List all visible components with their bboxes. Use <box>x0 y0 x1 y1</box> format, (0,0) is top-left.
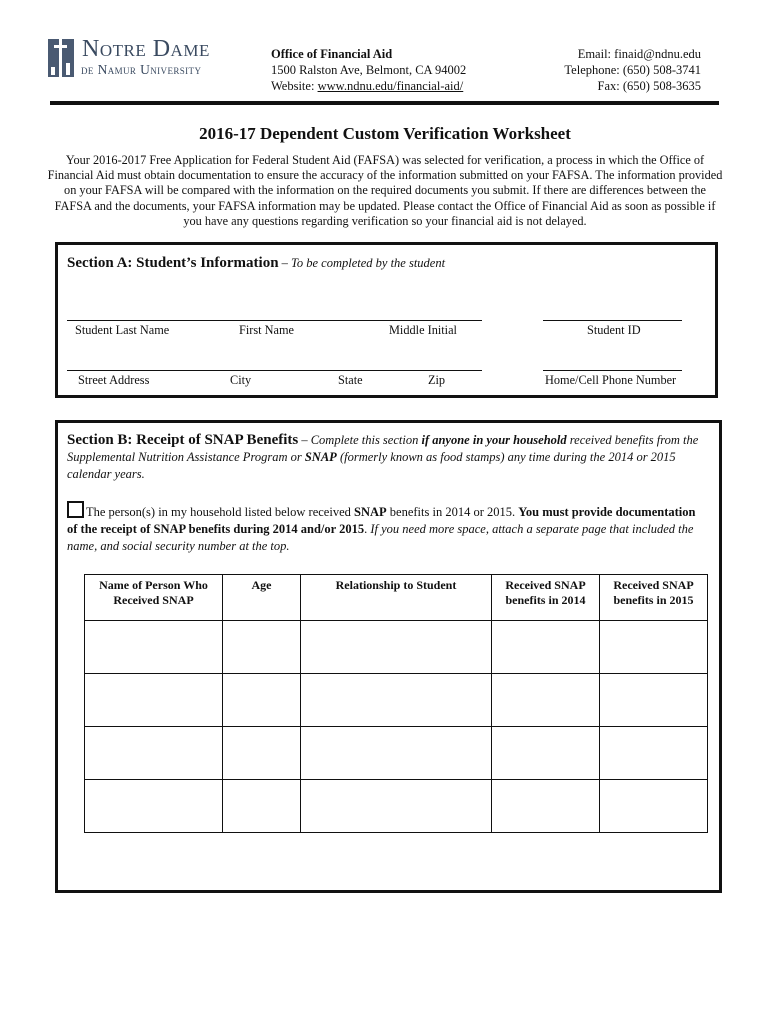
contact-info <box>564 46 701 94</box>
cell-snap-2015[interactable] <box>600 674 708 727</box>
label-first-name: First Name <box>239 323 294 337</box>
section-b-desc-1: – Complete this section <box>298 433 422 447</box>
cell-relationship[interactable] <box>301 727 492 780</box>
contact-telephone: Telephone: (650) 508-3741 <box>564 63 701 77</box>
contact-email: Email: finaid@ndnu.edu <box>577 47 701 61</box>
snap-checkbox[interactable] <box>67 501 84 518</box>
website-link[interactable]: www.ndnu.edu/financial-aid/ <box>317 79 464 93</box>
snap-statement <box>67 501 707 555</box>
student-id-line[interactable] <box>543 320 682 321</box>
section-b-description <box>67 432 707 483</box>
cell-snap-2014[interactable] <box>492 674 600 727</box>
header-rule <box>50 101 719 105</box>
label-middle-initial: Middle Initial <box>389 323 457 337</box>
cell-name[interactable] <box>85 727 223 780</box>
cell-snap-2014[interactable] <box>492 621 600 674</box>
cell-snap-2015[interactable] <box>600 727 708 780</box>
section-b-desc-snap: SNAP <box>304 450 337 464</box>
section-b-title: Section B: Receipt of SNAP Benefits <box>67 432 299 448</box>
stmt-2: benefits in 2014 or 2015. <box>386 505 519 519</box>
header-age: Age <box>223 575 301 621</box>
section-a <box>55 242 718 398</box>
label-home-cell-phone: Home/Cell Phone Number <box>545 373 677 387</box>
header-name: Name of Person Who Received SNAP <box>85 575 223 621</box>
logo-line2: de Namur University <box>81 62 202 77</box>
label-student-last-name: Student Last Name <box>75 323 170 337</box>
table-row <box>85 780 708 833</box>
university-logo <box>48 37 238 79</box>
contact-fax: Fax: (650) 508-3635 <box>597 79 701 93</box>
cell-relationship[interactable] <box>301 621 492 674</box>
office-address: 1500 Ralston Ave, Belmont, CA 94002 <box>271 63 467 77</box>
cell-name[interactable] <box>85 780 223 833</box>
table-row <box>85 727 708 780</box>
snap-table-header-row <box>85 575 708 621</box>
cell-snap-2015[interactable] <box>600 780 708 833</box>
label-city: City <box>230 373 252 387</box>
stmt-1: The person(s) in my household listed below received <box>86 505 354 519</box>
page-title: 2016-17 Dependent Custom Verification Worksheet <box>199 124 571 143</box>
cell-relationship[interactable] <box>301 780 492 833</box>
logo-line1: Notre Dame <box>82 36 210 62</box>
office-name: Office of Financial Aid <box>271 47 393 61</box>
cell-age[interactable] <box>223 674 301 727</box>
section-b-desc-3: (formerly known as food stamps) any time during the 2014 or 2015 calendar years. <box>67 450 676 481</box>
cell-age[interactable] <box>223 621 301 674</box>
label-street-address: Street Address <box>78 373 150 387</box>
office-info <box>271 46 466 94</box>
section-a-title <box>67 255 445 272</box>
section-b-desc-2: received benefits from the Supplemental Nutrition Assistance Program or <box>67 433 699 464</box>
label-student-id: Student ID <box>587 323 641 337</box>
label-zip: Zip <box>428 373 446 387</box>
stmt-bold: You must provide documentation of the receipt of SNAP benefits during 2014 and/or 2015 <box>67 505 696 536</box>
cell-name[interactable] <box>85 621 223 674</box>
name-fields-line[interactable] <box>67 320 482 321</box>
phone-line[interactable] <box>543 370 682 371</box>
section-b <box>55 420 722 893</box>
cell-snap-2015[interactable] <box>600 621 708 674</box>
table-row <box>85 674 708 727</box>
cell-name[interactable] <box>85 674 223 727</box>
cell-snap-2014[interactable] <box>492 727 600 780</box>
stmt-3: . <box>364 522 371 536</box>
cell-snap-2014[interactable] <box>492 780 600 833</box>
label-state: State <box>338 373 363 387</box>
cell-age[interactable] <box>223 727 301 780</box>
address-fields-line[interactable] <box>67 370 482 371</box>
header-snap-2014: Received SNAP benefits in 2014 <box>492 575 600 621</box>
office-website <box>271 78 466 94</box>
cell-age[interactable] <box>223 780 301 833</box>
intro-paragraph: Your 2016-2017 Free Application for Federal Student Aid (FAFSA) was selected for verification, a process in which the Office of Financial Aid must obtain documentation to ensure the accuracy of the information submitted on your FAFSA. The information provided on your FAFSA will be compared with the information on the required documents you submit. If there are differences between the FAFSA and the documents, your FAFSA information may be updated. Please contact the Office of Financial Aid as soon as possible if you have any questions regarding verification so your financial aid is not delayed. <box>47 153 723 228</box>
header-snap-2015: Received SNAP benefits in 2015 <box>600 575 708 621</box>
table-row <box>85 621 708 674</box>
website-label: Website: <box>271 79 318 93</box>
section-a-subtitle: – To be completed by the student <box>278 256 446 270</box>
snap-table <box>84 574 708 833</box>
stmt-italic: If you need more space, attach a separate page that included the name, and social security number at the top. <box>67 522 694 553</box>
logo-emblem-icon <box>48 37 78 77</box>
stmt-snap: SNAP <box>354 505 387 519</box>
header-relationship: Relationship to Student <box>301 575 492 621</box>
cell-relationship[interactable] <box>301 674 492 727</box>
section-a-heading: Section A: Student’s Information <box>67 255 279 271</box>
section-b-desc-bold: if anyone in your household <box>421 433 567 447</box>
